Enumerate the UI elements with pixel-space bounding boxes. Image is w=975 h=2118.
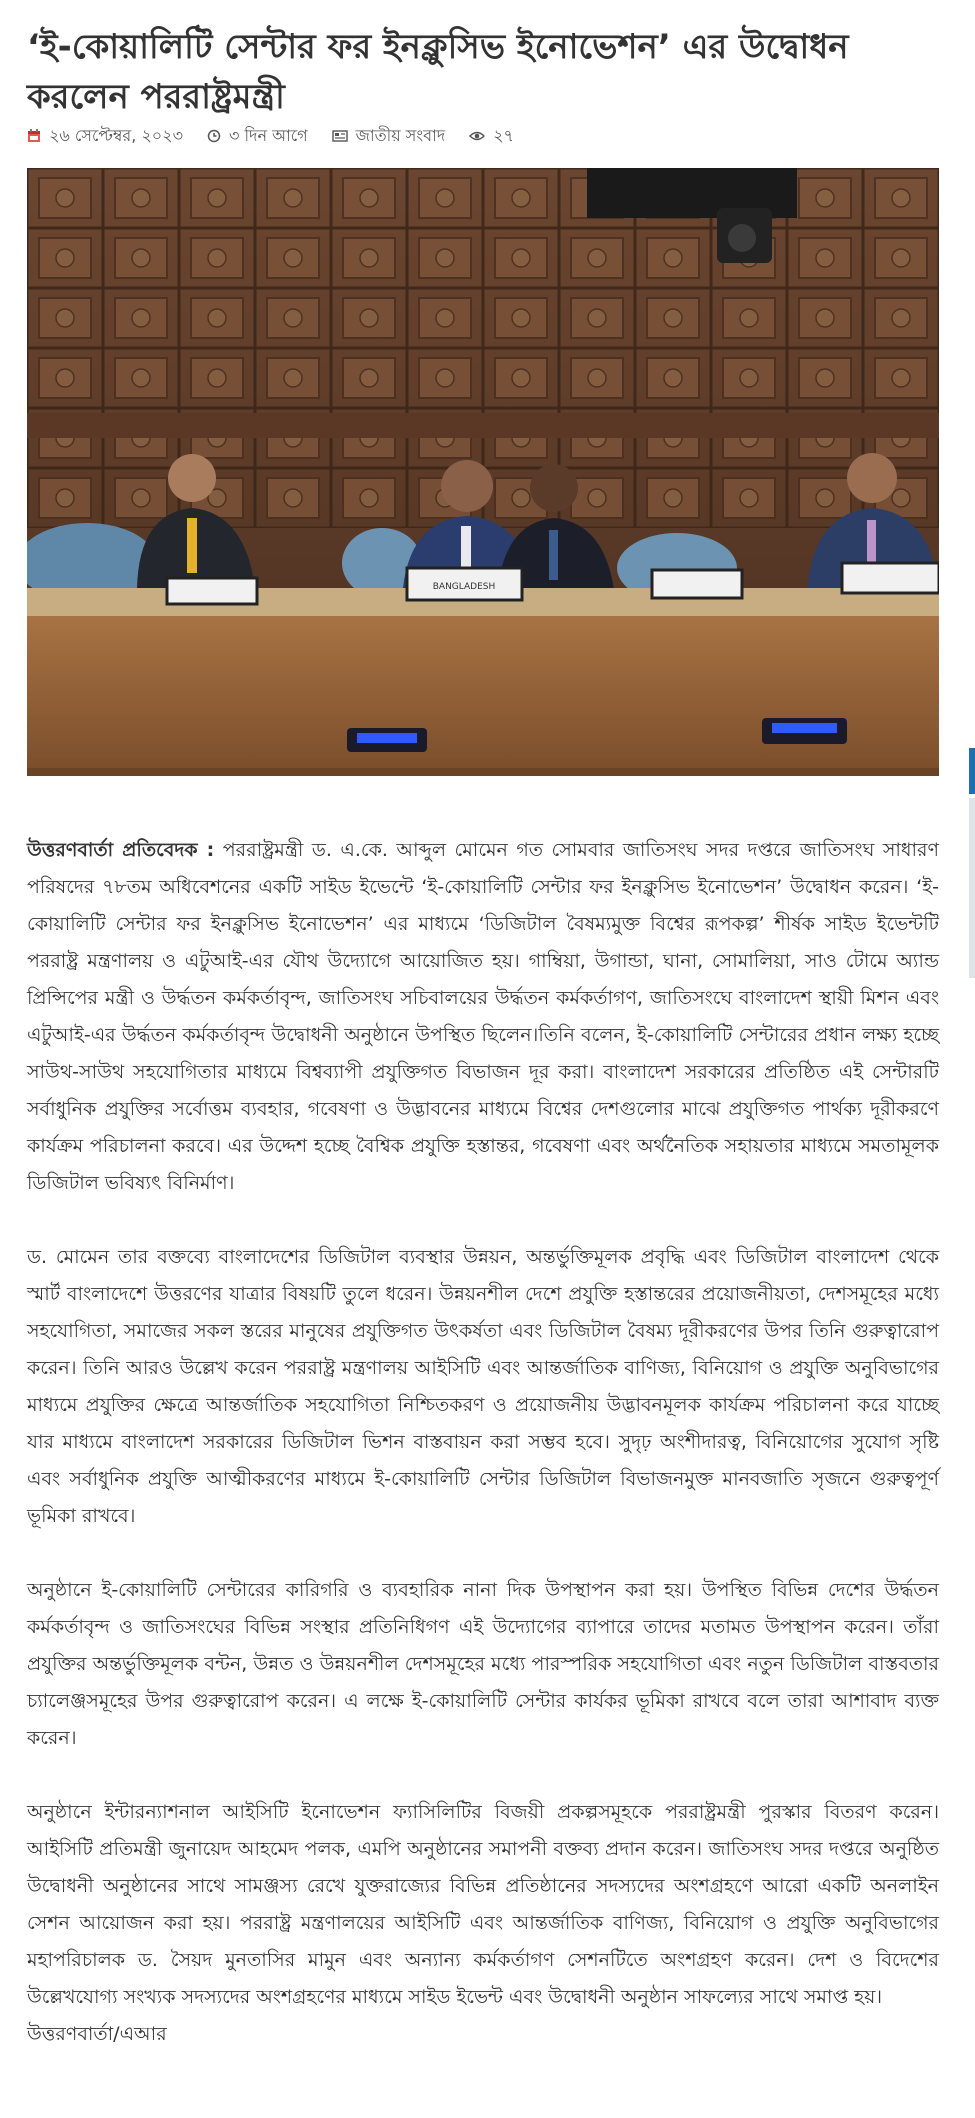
calendar-icon xyxy=(27,129,41,143)
meta-views-count: ২৭ xyxy=(493,125,514,145)
meta-time xyxy=(207,123,308,150)
eye-icon xyxy=(469,129,485,143)
article-byline: উত্তরণবার্তা প্রতিবেদক : xyxy=(27,839,215,861)
meta-category[interactable] xyxy=(332,123,445,150)
article-body xyxy=(27,832,939,2053)
article-headline: ‘ই-কোয়ালিটি সেন্টার ফর ইনক্লুসিভ ইনোভেশন’ এর উদ্বোধন করলেন পররাষ্ট্রমন্ত্রী xyxy=(27,27,849,117)
article-photo xyxy=(27,168,939,776)
newspaper-icon xyxy=(332,129,348,143)
meta-time-text: ৩ দিন আগে xyxy=(228,125,308,145)
meta-views xyxy=(469,123,514,150)
article-paragraph: ড. মোমেন তার বক্তব্যে বাংলাদেশের ডিজিটাল ব্যবস্থার উন্নয়ন, অন্তর্ভুক্তিমূলক প্রবৃদ্ধি এবং ডিজিটাল বাংলাদেশ থেকে স্মার্ট বাংলাদেশে উত্তরণের যাত্রার বিষয়টি তুলে ধরেন। উন্নয়নশীল দেশে প্রযুক্তি হস্তান্তরের প্রয়োজনীয়তা, দেশসমূহের মধ্যে সহযোগিতা, সমাজের সকল স্তরের মানুষের প্রযুক্তিগত উৎকর্ষতা এবং ডিজিটাল বৈষম্য দূরীকরণের উপর তিনি গুরুত্বারোপ করেন। তিনি আরও উল্লেখ করেন পররাষ্ট্র মন্ত্রণালয় আইসিটি এবং আন্তর্জাতিক বাণিজ্য, বিনিয়োগ ও প্রযুক্তি অনুবিভাগের মাধ্যমে প্রযুক্তির ক্ষেত্রে আন্তর্জাতিক সহযোগিতা নিশ্চিতকরণ ও প্রয়োজনীয় উদ্ভাবনমূলক কার্যক্রম পরিচালনা করে যাচ্ছে যার মাধ্যমে বাংলাদেশ সরকারের ডিজিটাল ভিশন বাস্তবায়ন করা সম্ভব হবে। সুদৃঢ় অংশীদারত্ব, বিনিয়োগের সুযোগ সৃষ্টি এবং সর্বাধুনিক প্রযুক্তি আত্মীকরণের মাধ্যমে ই-কোয়ালিটি সেন্টার ডিজিটাল বিভাজনমুক্ত মানবজাতি সৃজনে গুরুত্বপূর্ণ ভূমিকা রাখবে। xyxy=(27,1246,939,1527)
article-lead: পররাষ্ট্রমন্ত্রী ড. এ.কে. আব্দুল মোমেন গত সোমবার জাতিসংঘ সদর দপ্তরে জাতিসংঘ সাধারণ পরিষদের ৭৮তম অধিবেশনের একটি সাইড ইভেন্টে ‘ই-কোয়ালিটি সেন্টার ফর ইনক্লুসিভ ইনোভেশন’ উদ্বোধন করেন। ‘ই-কোয়ালিটি সেন্টার ফর ইনক্লুসিভ ইনোভেশন’ এর মাধ্যমে ‘ডিজিটাল বৈষম্যমুক্ত বিশ্বের রূপকল্প’ শীর্ষক সাইড ইভেন্টটি পররাষ্ট্র মন্ত্রণালয় ও এটুআই-এর যৌথ উদ্যোগে আয়োজিত হয়। গাম্বিয়া, উগান্ডা, ঘানা, সোমালিয়া, সাও টোমে অ্যান্ড প্রিন্সিপের মন্ত্রী ও উর্দ্ধতন কর্মকর্তাবৃন্দ, জাতিসংঘ সচিবালয়ের উর্দ্ধতন কর্মকর্তাগণ, জাতিসংঘে বাংলাদেশ স্থায়ী মিশন এবং এটুআই-এর উর্দ্ধতন কর্মকর্তাবৃন্দ উদ্বোধনী অনুষ্ঠানে উপস্থিত ছিলেন।তিনি বলেন, ই-কোয়ালিটি সেন্টারের প্রধান লক্ষ্য হচ্ছে সাউথ-সাউথ সহযোগিতার মাধ্যমে বিশ্বব্যাপী প্রযুক্তিগত বিভাজন দূর করা। বাংলাদেশ সরকারের প্রতিষ্ঠিত এই সেন্টারটি সর্বাধুনিক প্রযুক্তির সর্বোত্তম ব্যবহার, গবেষণা ও উদ্ভাবনের মাধ্যমে বিশ্বের দেশগুলোর মাঝে প্রযুক্তিগত পার্থক্য দূরীকরণে কার্যক্রম পরিচালনা করবে। এর উদ্দেশ হচ্ছে বৈশ্বিক প্রযুক্তি হস্তান্তর, গবেষণা এবং অর্থনৈতিক সহায়তার মাধ্যমে সমতামূলক ডিজিটাল ভবিষ্যৎ বিনির্মাণ। xyxy=(27,839,939,1194)
side-widget-tab[interactable] xyxy=(969,748,975,794)
meta-date xyxy=(27,123,183,150)
clock-icon xyxy=(207,129,221,143)
article-meta xyxy=(27,124,538,148)
article-paragraph: অনুষ্ঠানে ই-কোয়ালিটি সেন্টারের কারিগরি ও ব্যবহারিক নানা দিক উপস্থাপন করা হয়। উপস্থিত বিভিন্ন দেশের উর্দ্ধতন কর্মকর্তাবৃন্দ ও জাতিসংঘের বিভিন্ন সংস্থার প্রতিনিধিগণ এই উদ্যোগের ব্যাপারে তাদের মতামত উপস্থাপন করেন। তাঁরা প্রযুক্তির অন্তর্ভুক্তিমূলক বন্টন, উন্নত ও উন্নয়নশীল দেশসমূহের মধ্যে পারস্পরিক সহযোগিতা এবং নতুন ডিজিটাল বাস্তবতার চ্যালেঞ্জসমূহের উপর গুরুত্বারোপ করেন। এ লক্ষে ই-কোয়ালিটি সেন্টার কার্যকর ভূমিকা রাখবে বলে তারা আশাবাদ ব্যক্ত করেন। xyxy=(27,1579,939,1749)
article-paragraph: অনুষ্ঠানে ইন্টারন্যাশনাল আইসিটি ইনোভেশন ফ্যাসিলিটির বিজয়ী প্রকল্পসমূহকে পররাষ্ট্রমন্ত্রী পুরস্কার বিতরণ করেন। আইসিটি প্রতিমন্ত্রী জুনায়েদ আহমেদ পলক, এমপি অনুষ্ঠানের সমাপনী বক্তব্য প্রদান করেন। জাতিসংঘ সদর দপ্তরে অনুষ্ঠিত উদ্বোধনী অনুষ্ঠানের সাথে সামঞ্জস্য রেখে যুক্তরাজ্যের বিভিন্ন প্রতিষ্ঠানের সদস্যদের অংশগ্রহণে আরো একটি অনলাইন সেশন আয়োজন করা হয়। পররাষ্ট্র মন্ত্রণালয়ের আইসিটি এবং আন্তর্জাতিক বাণিজ্য, বিনিয়োগ ও প্রযুক্তি অনুবিভাগের মহাপরিচালক ড. সৈয়দ মুনতাসির মামুন এবং অন্যান্য কর্মকর্তাগণ সেশনটিতে অংশগ্রহণ করেন। দেশ ও বিদেশের উল্লেখযোগ্য সংখ্যক সদস্যদের অংশগ্রহণের মাধ্যমে সাইড ইভেন্ট এবং উদ্বোধনী অনুষ্ঠান সাফল্যের সাথে সমাপ্ত হয়। xyxy=(27,1801,939,2008)
side-widget-panel xyxy=(969,798,975,978)
nameplate-text: BANGLADESH xyxy=(432,582,496,592)
meta-category-link[interactable]: জাতীয় সংবাদ xyxy=(355,125,446,145)
article-credit: উত্তরণবার্তা/এআর xyxy=(27,2023,167,2045)
meta-date-text: ২৬ সেপ্টেম্বর, ২০২৩ xyxy=(49,125,183,145)
article-paragraph xyxy=(27,832,939,1202)
